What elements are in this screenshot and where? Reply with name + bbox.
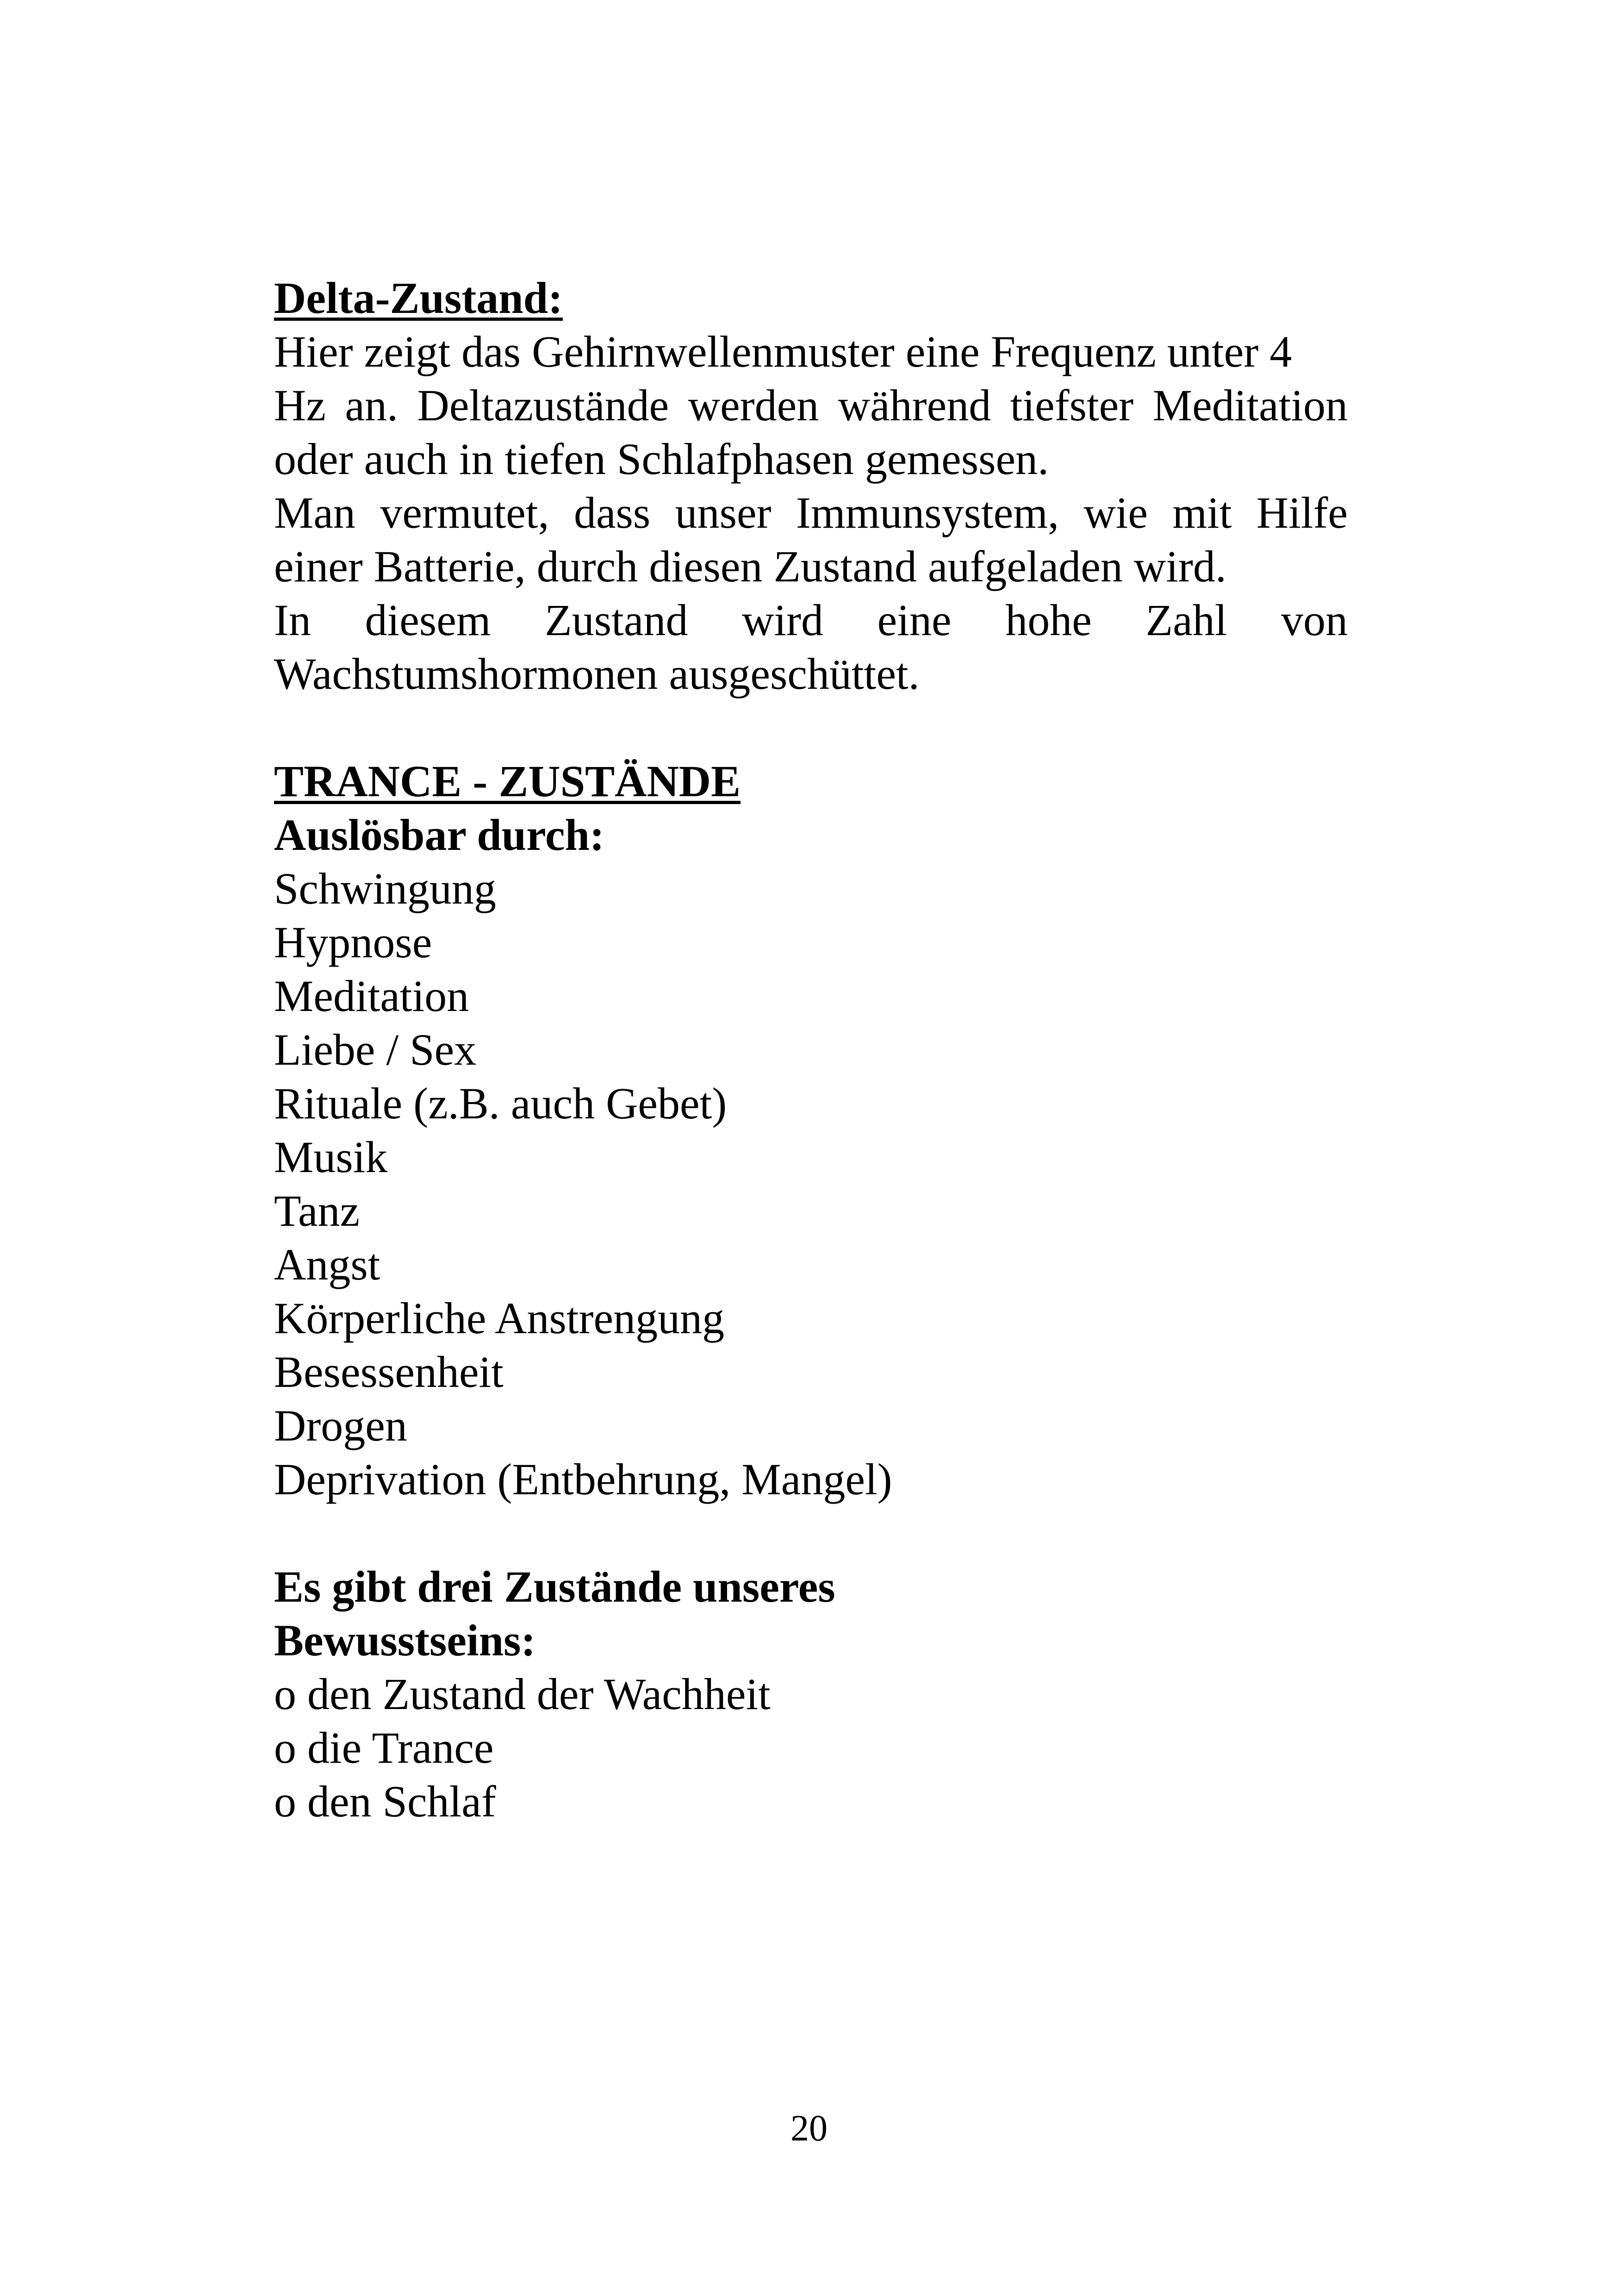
page-number: 20 xyxy=(790,2108,828,2149)
list-item: o die Trance xyxy=(274,1723,494,1772)
list-item: Angst xyxy=(274,1240,380,1289)
list-item: Körperliche Anstrengung xyxy=(274,1293,725,1343)
list-item: Drogen xyxy=(274,1401,407,1450)
list-item: Liebe / Sex xyxy=(274,1025,477,1074)
list-item: o den Zustand der Wachheit xyxy=(274,1669,771,1719)
list-item: Musik xyxy=(274,1132,388,1182)
trance-subheading: Auslösbar durch: xyxy=(274,810,604,860)
trigger-list xyxy=(274,862,1348,1506)
delta-text-line: einer Batterie, durch diesen Zustand aufgeladen wird. xyxy=(274,542,1226,591)
list-item: Deprivation (Entbehrung, Mangel) xyxy=(274,1454,892,1504)
states-heading: Es gibt drei Zustände unseres xyxy=(274,1562,835,1611)
states-list xyxy=(274,1667,1348,1828)
delta-text-line: Wachstumshormonen ausgeschüttet. xyxy=(274,649,920,699)
states-heading: Bewusstseins: xyxy=(274,1616,536,1665)
trance-section xyxy=(274,755,1348,1506)
delta-text-line: Hz an. Deltazustände werden während tiefster Meditation xyxy=(274,381,1348,430)
list-item: o den Schlaf xyxy=(274,1777,496,1826)
delta-text-line: In diesem Zustand wird eine hohe Zahl von xyxy=(274,595,1348,645)
trance-heading: TRANCE - ZUSTÄNDE xyxy=(274,756,741,806)
delta-text-line: oder auch in tiefen Schlafphasen gemessen. xyxy=(274,434,1049,484)
list-item: Schwingung xyxy=(274,864,496,913)
page-content xyxy=(274,271,1348,1828)
delta-text-line: Man vermutet, dass unser Immunsystem, wie mit Hilfe xyxy=(274,488,1348,537)
list-item: Tanz xyxy=(274,1186,360,1235)
delta-text-line: Hier zeigt das Gehirnwellenmuster eine Frequenz unter 4 xyxy=(274,327,1292,376)
delta-section xyxy=(274,271,1348,701)
list-item: Meditation xyxy=(274,971,469,1021)
delta-heading: Delta-Zustand: xyxy=(274,273,563,323)
list-item: Hypnose xyxy=(274,917,432,967)
spacer xyxy=(274,701,1348,755)
spacer xyxy=(274,1506,1348,1560)
list-item: Rituale (z.B. auch Gebet) xyxy=(274,1079,727,1128)
list-item: Besessenheit xyxy=(274,1347,504,1397)
states-section xyxy=(274,1560,1348,1828)
